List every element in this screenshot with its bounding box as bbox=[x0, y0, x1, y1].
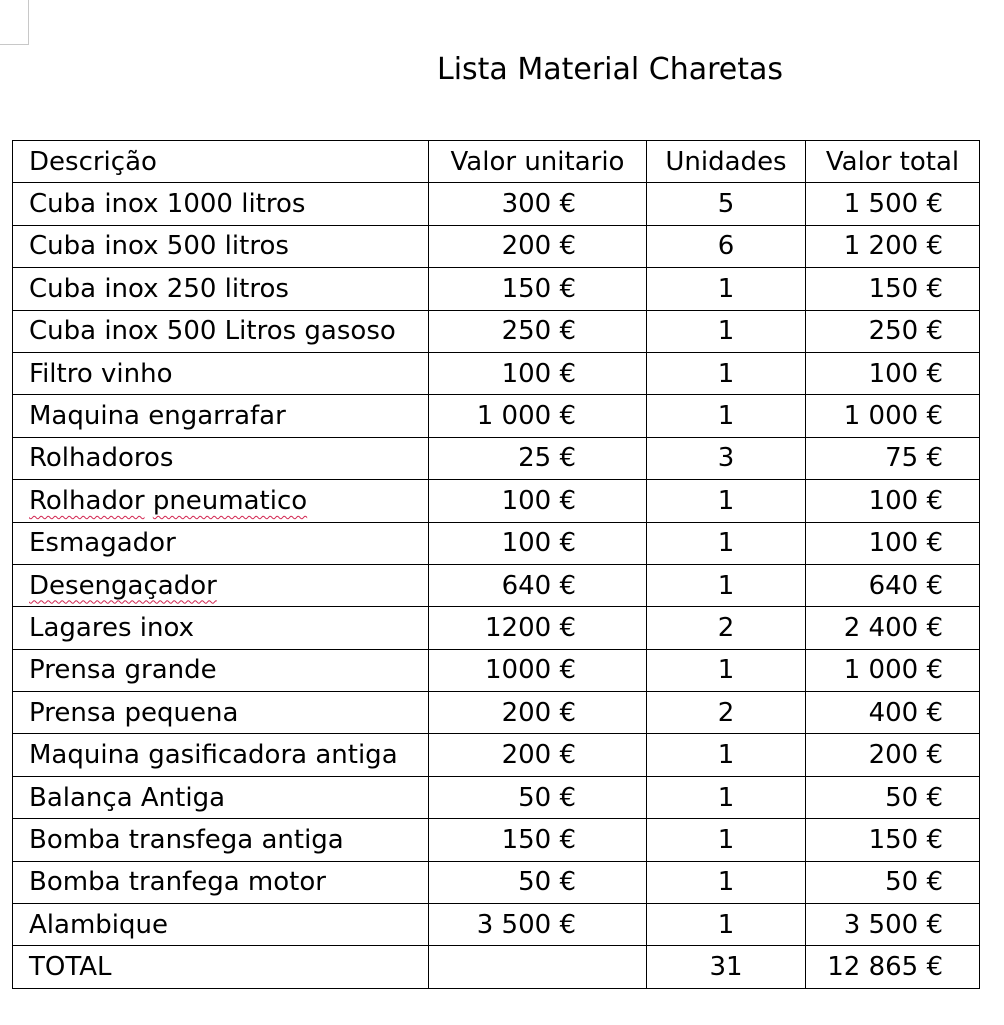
row-total-value: 250 € bbox=[806, 310, 980, 352]
row-description: Bomba tranfega motor bbox=[13, 861, 429, 903]
row-units: 2 bbox=[647, 607, 806, 649]
row-units: 1 bbox=[647, 522, 806, 564]
table-row bbox=[13, 904, 980, 946]
row-total-value: 100 € bbox=[806, 480, 980, 522]
row-description bbox=[13, 564, 429, 606]
row-unit-value: 1 000 € bbox=[429, 395, 647, 437]
table-row bbox=[13, 564, 980, 606]
header-description: Descrição bbox=[13, 141, 429, 183]
table-row bbox=[13, 225, 980, 267]
spellcheck-word: Rolhador bbox=[29, 485, 145, 516]
row-units: 1 bbox=[647, 395, 806, 437]
row-units: 1 bbox=[647, 649, 806, 691]
row-unit-value: 100 € bbox=[429, 352, 647, 394]
row-unit-value: 300 € bbox=[429, 183, 647, 225]
table-row bbox=[13, 183, 980, 225]
header-units: Unidades bbox=[647, 141, 806, 183]
total-unit-value-empty bbox=[429, 946, 647, 988]
table-row bbox=[13, 861, 980, 903]
table-row bbox=[13, 395, 980, 437]
table-row bbox=[13, 819, 980, 861]
row-description: Bomba transfega antiga bbox=[13, 819, 429, 861]
row-description: Rolhadoros bbox=[13, 437, 429, 479]
row-total-value: 150 € bbox=[806, 819, 980, 861]
row-units: 1 bbox=[647, 861, 806, 903]
table-row bbox=[13, 268, 980, 310]
row-units: 3 bbox=[647, 437, 806, 479]
row-unit-value: 200 € bbox=[429, 734, 647, 776]
row-total-value: 400 € bbox=[806, 692, 980, 734]
row-description: Prensa pequena bbox=[13, 692, 429, 734]
row-unit-value: 3 500 € bbox=[429, 904, 647, 946]
row-units: 1 bbox=[647, 310, 806, 352]
total-row bbox=[13, 946, 980, 988]
page-margin-corner bbox=[0, 0, 29, 45]
table-row bbox=[13, 607, 980, 649]
row-unit-value: 100 € bbox=[429, 522, 647, 564]
row-total-value: 100 € bbox=[806, 522, 980, 564]
row-units: 5 bbox=[647, 183, 806, 225]
row-total-value: 1 500 € bbox=[806, 183, 980, 225]
row-unit-value: 150 € bbox=[429, 268, 647, 310]
row-unit-value: 250 € bbox=[429, 310, 647, 352]
row-total-value: 2 400 € bbox=[806, 607, 980, 649]
row-units: 1 bbox=[647, 776, 806, 818]
row-description bbox=[13, 480, 429, 522]
row-total-value: 640 € bbox=[806, 564, 980, 606]
spellcheck-word: Desengaçador bbox=[29, 570, 217, 601]
row-unit-value: 100 € bbox=[429, 480, 647, 522]
table-header-row bbox=[13, 141, 980, 183]
row-total-value: 50 € bbox=[806, 776, 980, 818]
row-description: Esmagador bbox=[13, 522, 429, 564]
table-row bbox=[13, 352, 980, 394]
row-total-value: 1 000 € bbox=[806, 649, 980, 691]
row-description: Balança Antiga bbox=[13, 776, 429, 818]
table-row bbox=[13, 310, 980, 352]
row-units: 1 bbox=[647, 564, 806, 606]
row-description: Cuba inox 500 Litros gasoso bbox=[13, 310, 429, 352]
row-total-value: 100 € bbox=[806, 352, 980, 394]
row-units: 1 bbox=[647, 734, 806, 776]
row-description: Cuba inox 500 litros bbox=[13, 225, 429, 267]
row-unit-value: 150 € bbox=[429, 819, 647, 861]
row-units: 2 bbox=[647, 692, 806, 734]
row-units: 1 bbox=[647, 904, 806, 946]
row-unit-value: 1000 € bbox=[429, 649, 647, 691]
row-unit-value: 200 € bbox=[429, 225, 647, 267]
table-row bbox=[13, 649, 980, 691]
table-row bbox=[13, 734, 980, 776]
row-total-value: 150 € bbox=[806, 268, 980, 310]
row-total-value: 1 000 € bbox=[806, 395, 980, 437]
row-units: 1 bbox=[647, 352, 806, 394]
row-total-value: 75 € bbox=[806, 437, 980, 479]
row-unit-value: 50 € bbox=[429, 776, 647, 818]
total-label: TOTAL bbox=[13, 946, 429, 988]
row-units: 1 bbox=[647, 819, 806, 861]
document-title: Lista Material Charetas bbox=[436, 52, 784, 87]
row-unit-value: 1200 € bbox=[429, 607, 647, 649]
row-description: Maquina gasificadora antiga bbox=[13, 734, 429, 776]
row-total-value: 1 200 € bbox=[806, 225, 980, 267]
table-row bbox=[13, 692, 980, 734]
row-total-value: 200 € bbox=[806, 734, 980, 776]
row-units: 1 bbox=[647, 268, 806, 310]
total-units: 31 bbox=[647, 946, 806, 988]
table-row bbox=[13, 522, 980, 564]
row-description: Cuba inox 250 litros bbox=[13, 268, 429, 310]
table-row bbox=[13, 776, 980, 818]
material-table bbox=[12, 140, 980, 989]
table-row bbox=[13, 437, 980, 479]
row-description: Lagares inox bbox=[13, 607, 429, 649]
row-description: Filtro vinho bbox=[13, 352, 429, 394]
row-unit-value: 25 € bbox=[429, 437, 647, 479]
header-total-value: Valor total bbox=[806, 141, 980, 183]
row-unit-value: 200 € bbox=[429, 692, 647, 734]
spellcheck-word: pneumatico bbox=[152, 485, 308, 516]
row-description: Maquina engarrafar bbox=[13, 395, 429, 437]
row-description: Prensa grande bbox=[13, 649, 429, 691]
header-unit-value: Valor unitario bbox=[429, 141, 647, 183]
row-units: 1 bbox=[647, 480, 806, 522]
row-unit-value: 50 € bbox=[429, 861, 647, 903]
row-unit-value: 640 € bbox=[429, 564, 647, 606]
row-description: Alambique bbox=[13, 904, 429, 946]
total-value: 12 865 € bbox=[806, 946, 980, 988]
row-description: Cuba inox 1000 litros bbox=[13, 183, 429, 225]
table-row bbox=[13, 480, 980, 522]
row-units: 6 bbox=[647, 225, 806, 267]
row-total-value: 50 € bbox=[806, 861, 980, 903]
row-total-value: 3 500 € bbox=[806, 904, 980, 946]
